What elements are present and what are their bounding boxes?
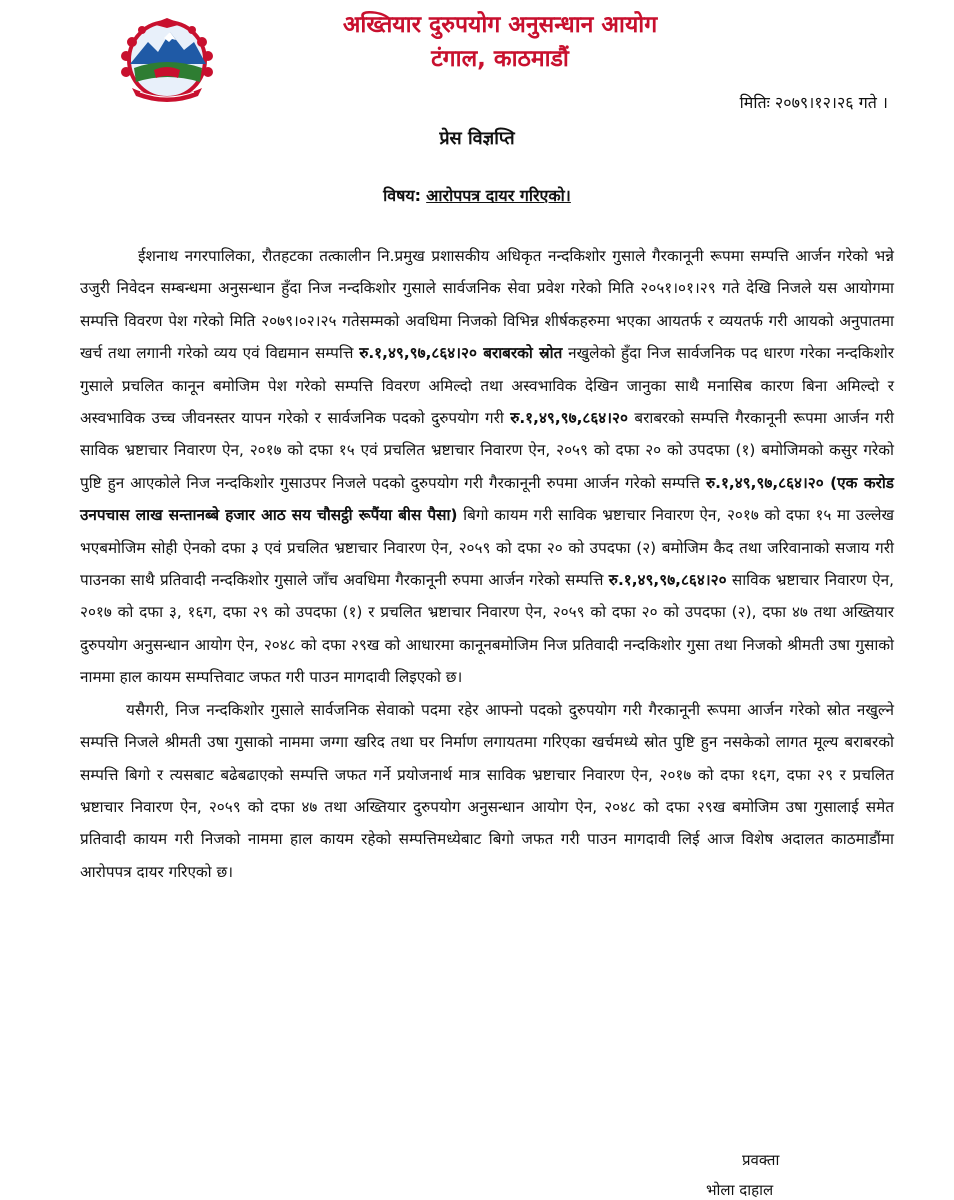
signature-role: प्रवक्ता — [742, 1151, 780, 1169]
paragraph-1-bold-amount-3: रु.१,४९,९७,८६४।२० (एक करोड उनपचास लाख सन्तानब्बे हजार आठ सय चौसट्ठी रूपैंया बीस पैसा) — [80, 473, 894, 525]
paragraph-1-bold-amount-1: रु.१,४९,९७,८६४।२० बराबरको स्रोत — [359, 344, 563, 363]
paragraph-1-bold-amount-4: रु.१,४९,९७,८६४।२० — [608, 571, 727, 590]
document-body — [80, 240, 894, 888]
paragraph-2: यसैगरी, निज नन्दकिशोर गुसाले सार्वजनिक सेवाको पदमा रहेर आफ्नो पदको दुरुपयोग गरी गैरकानूनी रूपमा आर्जन गरेको स्रोत नखुल्ने सम्पत्ति निजले श्रीमती उषा गुसाको नाममा जग्गा खरिद तथा घर निर्माण लगायतमा गरिएका खर्चमध्ये स्रोत पुष्टि हुन नसकेको लागत मूल्य बराबरको सम्पत्ति बिगो र त्यसबाट बढेबढाएको सम्पत्ति जफत गर्ने प्रयोजनार्थ मात्र साविक भ्रष्टाचार निवारण ऐन, २०१७ को दफा १६ग, दफा २९ र प्रचलित भ्रष्टाचार निवारण ऐन, २०५९ को दफा ४७ तथा अख्तियार दुरुपयोग अनुसन्धान आयोग ऐन, २०४८ को दफा २९ख बमोजिम उषा गुसालाई समेत प्रतिवादी कायम गरी निजको नाममा हाल कायम रहेको सम्पत्तिमध्येबाट बिगो जफत गरी पाउन मागदावी लिई आज विशेष अदालत काठमाडौंमा आरोपपत्र दायर गरिएको छ। — [80, 700, 894, 881]
signature-name: भोला दाहाल — [706, 1181, 774, 1199]
paragraph-1-text-1: ईशनाथ नगरपालिका, रौतहटका तत्कालीन नि.प्रमुख प्रशासकीय अधिकृत नन्दकिशोर गुसाले गैरकानूनी रूपमा सम्पत्ति आर्जन गरेको भन्ने उजुरी निवेदन सम्बन्धमा अनुसन्धान हुँदा निज नन्दकिशोर गुसाले सार्वजनिक सेवा प्रवेश गरेको मिति २०५१।०१।२९ गते देखि निजले यस आयोगमा सम्पत्ति विवरण पेश गरेको मिति २०७९।०२।२५ गतेसम्मको अवधिमा निजको विभिन्न शीर्षकहरुमा भएका आयतर्फ र व्ययतर्फ गरी आयको अनुपातमा खर्च तथा लगानी गरेको व्यय एवं विद्यमान सम्पत्ति — [80, 247, 894, 363]
paragraph-1 — [80, 240, 894, 694]
nepal-government-emblem-icon — [112, 12, 222, 104]
document-title: प्रेस विज्ञप्ति — [439, 128, 515, 149]
paragraph-1-bold-amount-2: रु.१,४९,९७,८६४।२० — [510, 409, 628, 428]
subject-line — [0, 184, 954, 206]
organization-name: अख्तियार दुरुपयोग अनुसन्धान आयोग — [342, 12, 658, 38]
paragraph-1-text-2: नखुलेको हुँदा निज सार्वजनिक पद धारण गरेका नन्दकिशोर गुसाले प्रचलित कानून बमोजिम पेश गरेको सम्पत्ति विवरण अमिल्दो तथा अस्वभाविक देखिन जानुका साथै मनासिब कारण बिना अमिल्दो र अस्वभाविक उच्च जीवनस्तर यापन गरेको र सार्वजनिक पदको दुरुपयोग गरी — [80, 344, 894, 428]
organization-address: टंगाल, काठमाडौं — [431, 46, 569, 72]
paragraph-1-text-4: बिगो कायम गरी साविक भ्रष्टाचार निवारण ऐन, २०१७ को दफा १५ मा उल्लेख भएबमोजिम सोही ऐनको दफा ३ एवं प्रचलित भ्रष्टाचार निवारण ऐन, २०५९ को दफा २० को उपदफा (२) बमोजिम कैद तथा जरिवानाको सजाय गरी पाउनका साथै प्रतिवादी नन्दकिशोर गुसाले जाँच अवधिमा गैरकानूनी रुपमा आर्जन गरेको सम्पत्ति — [80, 506, 895, 590]
document-date: मितिः २०७९।१२।२६ गते । — [739, 93, 888, 112]
subject-label: विषय: — [383, 186, 422, 205]
paragraph-1-text-3: बराबरको सम्पत्ति गैरकानूनी रूपमा आर्जन गरी साविक भ्रष्टाचार निवारण ऐन, २०१७ को दफा १५ एवं प्रचलित भ्रष्टाचार निवारण ऐन, २०५९ को दफा २० को उपदफा (१) बमोजिमको कसुर गरेको पुष्टि हुन आएकोले निज नन्दकिशोर गुसाउपर निजले पदको दुरुपयोग गरी गैरकानूनी रुपमा आर्जन गरेको सम्पत्ति — [80, 409, 895, 492]
subject-text: आरोपपत्र दायर गरिएको। — [426, 186, 571, 205]
paragraph-1-text-5: साविक भ्रष्टाचार निवारण ऐन, २०१७ को दफा ३, १६ग, दफा २९ को उपदफा (१) र प्रचलित भ्रष्टाचार निवारण ऐन, २०५९ को दफा २० को उपदफा (२), दफा ४७ तथा अख्तियार दुरुपयोग अनुसन्धान आयोग ऐन, २०४८ को दफा २९ख को आधारमा कानूनबमोजिम निज प्रतिवादी नन्दकिशोर गुसा तथा निजको श्रीमती उषा गुसाको नाममा हाल कायम सम्पत्तिवाट जफत गरी पाउन मागदावी लिइएको छ। — [80, 571, 894, 687]
